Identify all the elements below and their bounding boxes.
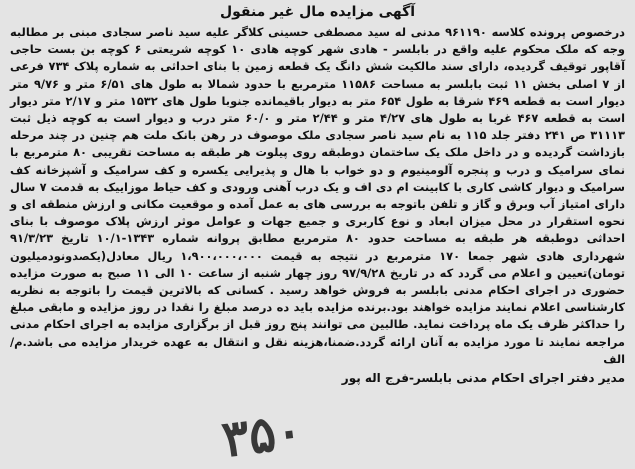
notice-body: درخصوص پرونده کلاسه ۹۶۱۱۹۰ مدنی له سید مصطفی حسینی کلاگر علیه سید ناصر سجادی مبنی بر مطالبه وجه که ملک محکوم علیه واقع در بابلسر - هادی شهر کوچه هادی ۱۰ کوچه شریعتی ۶ کوچه بن بست حاجی آقاپور توقیف گردیده، دارای سند مالکیت شش دانگ یک قطعه زمین با بنای احداثی به شماره پلاک ۷۳۴ فرعی از ۷ اصلی بخش ۱۱ ثبت بابلسر به مساحت ۱۱۵۸۶ مترمربع با حدود شمالا به طول های ۶/۵۱ متر و ۹/۷۶ متر دیوار است به قطعه ۴۶۹ شرقا به طول ۶۵۴ متر به دیوار باقیمانده جنوبا طول های ۱۵۳۲ متر و ۲/۱۷ متر دیوار است به قطعه ۴۶۷ غربا به طول های ۴/۲۷ متر و ۲/۴۴ متر و ۶۰/۰ متر درب و دیوار است به کوچه ذیل ثبت ۳۱۱۱۳ ص ۲۴۱ دفتر جلد ۱۱۵ به نام سید ناصر سجادی ملک موصوف در رهن بانک ملت هم چنین در چند مرحله بازداشت گردیده و در داخل ملک یک ساختمان دوطبقه روی پیلوت هر طبقه به مساحت تقریبی ۸۰ مترمربع با نمای سرامیک و درب و پنجره آلومینیوم و دو خواب با هال و پذیرایی یکسره و کف سرامیک و آشپزخانه کف سرامیک و دیوار کاشی کاری با کابینت ام دی اف و یک درب آهنی ورودی و کف حیاط موزاییک به قدمت ۷ سال دارای امتیاز آب وبرق و گاز و تلفن باتوجه به بررسی های به عمل آمده و موقعیت مکانی و ارزش منطقه ای و نحوه استقرار در محل میزان ابعاد و نوع کاربری و جمیع جهات و عوامل موثر ارزش پلاک موصوف با بنای احداثی دوطبقه هر طبقه به مساحت حدود ۸۰ مترمربع مطابق پروانه شماره ۱۳۴۳-۱۰/۱ تاریخ ۹۱/۳/۲۳ شهرداری هادی شهر جمعا ۱۷۰ مترمربع در نتیجه به قیمت ۱،۹۰۰،۰۰۰،۰۰۰ ریال معادل(یکصدونودمیلیون تومان)تعیین و اعلام می گردد که در تاریخ ۹۷/۹/۲۸ روز چهار شنبه از ساعت ۱۰ الی ۱۱ صبح به صورت مزایده حضوری در اجرای احکام مدنی بابلسر به فروش خواهد رسید . کسانی که بالاترین قیمت را باتوجه به نظریه کارشناسی اعلام نمایند مزایده خواهند بود.برنده مزایده باید ده درصد مبلغ را نقدا در روز مزایده و مابقی مبلغ را حداکثر ظرف یک ماه پرداخت نماید. طالبین می توانند پنج روز قبل از برگزاری مزایده به اجرای احکام مدنی مراجعه نمایند تا مورد مزایده به آنان ارائه گردد.ضمنا،هزینه نقل و انتقال به عهده خریدار مزایده می باشد.م/الف bbox=[10, 25, 626, 366]
notice-signature: مدیر دفتر اجرای احکام مدنی بابلسر-فرج اله پور bbox=[341, 371, 625, 386]
handwritten-number: ۳۵۰ bbox=[218, 400, 306, 469]
notice-title: آگهی مزایده مال غیر منقول bbox=[219, 4, 416, 20]
